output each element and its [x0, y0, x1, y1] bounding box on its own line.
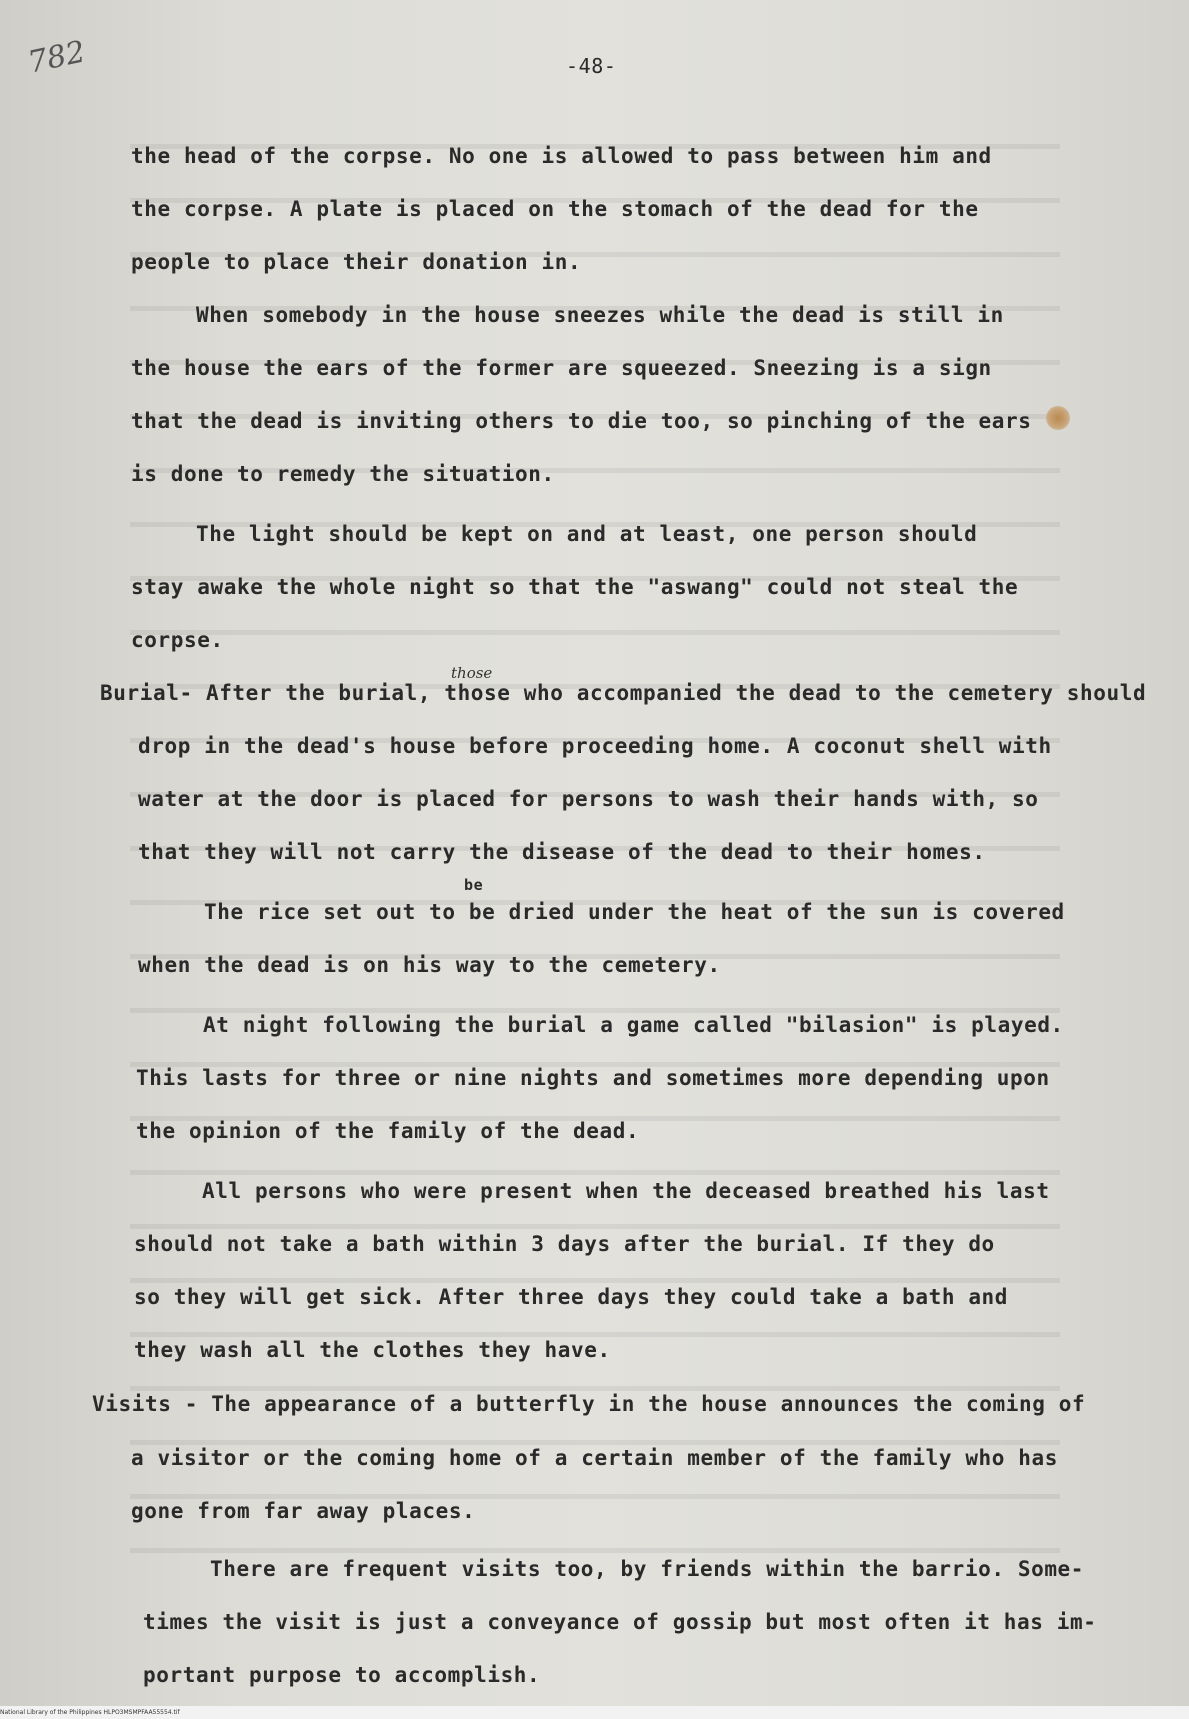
section-heading-visits-line: Visits - The appearance of a butterfly in the house announces the coming of: [92, 1392, 1086, 1416]
text-line: When somebody in the house sneezes while the dead is still in: [196, 303, 1004, 327]
text-line: times the visit is just a conveyance of gossip but most often it has im-: [143, 1610, 1097, 1634]
text-line: that they will not carry the disease of the dead to their homes.: [138, 840, 986, 864]
text-line: There are frequent visits too, by friends within the barrio. Some-: [210, 1557, 1085, 1581]
text-line: At night following the burial a game called "bilasion" is played.: [203, 1013, 1064, 1037]
text-line: drop in the dead's house before proceeding home. A coconut shell with: [138, 734, 1052, 758]
text-line: a visitor or the coming home of a certain member of the family who has: [131, 1446, 1059, 1470]
page-number: -48-: [566, 54, 617, 78]
scan-footer: National Library of the Philippines HLPO3MSMPFAA55554.tif: [0, 1706, 1189, 1719]
text-line: corpse.: [131, 628, 224, 652]
text-line: All persons who were present when the deceased breathed his last: [202, 1179, 1050, 1203]
text-line: is done to remedy the situation.: [131, 462, 555, 486]
insert-be: be: [464, 876, 484, 894]
margin-mark: 782: [24, 34, 89, 81]
text-line: should not take a bath within 3 days after the burial. If they do: [134, 1232, 995, 1256]
text-line: portant purpose to accomplish.: [143, 1663, 541, 1687]
text-line: the corpse. A plate is placed on the stomach of the dead for the: [131, 197, 979, 221]
text-line: The rice set out to be dried under the heat of the sun is covered: [204, 900, 1065, 924]
text-line: stay awake the whole night so that the "aswang" could not steal the: [131, 575, 1019, 599]
text-line: they wash all the clothes they have.: [134, 1338, 611, 1362]
text-line: that the dead is inviting others to die too, so pinching of the ears: [131, 409, 1032, 433]
text-line: water at the door is placed for persons to wash their hands with, so: [138, 787, 1039, 811]
text-line: when the dead is on his way to the cemetery.: [138, 953, 721, 977]
text-line: the opinion of the family of the dead.: [136, 1119, 640, 1143]
section-heading-burial-line: Burial- After the burial, those who accompanied the dead to the cemetery should: [100, 681, 1147, 705]
text-line: people to place their donation in.: [131, 250, 582, 274]
paper-stain: [1046, 406, 1070, 430]
text-line: the house the ears of the former are squeezed. Sneezing is a sign: [131, 356, 992, 380]
text-line: the head of the corpse. No one is allowed to pass between him and: [131, 144, 992, 168]
text-line: gone from far away places.: [131, 1499, 476, 1523]
handwritten-insert-those: those: [451, 664, 493, 682]
text-line: so they will get sick. After three days they could take a bath and: [134, 1285, 1009, 1309]
text-line: This lasts for three or nine nights and sometimes more depending upon: [136, 1066, 1050, 1090]
text-line: The light should be kept on and at least, one person should: [196, 522, 978, 546]
